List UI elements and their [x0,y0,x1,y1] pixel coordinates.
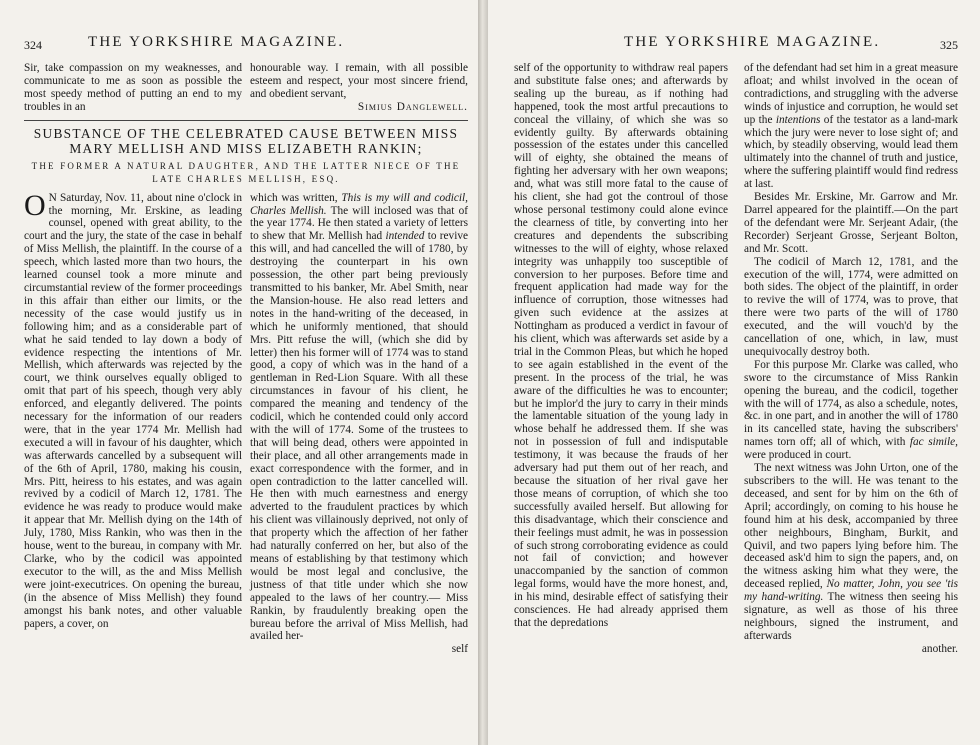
right-page [488,0,980,745]
italic-run: This is my will and codicil, Charles Mellish. [250,191,468,217]
text-run: For this purpose Mr. Clarke was called, who swore to the circumstance of Miss Rankin opening the bureau, and the codicil, together with the will of 1774, as also a schedule, notes, &c. in one part, and in another the will of 1780 in its cancelled state, having the subscribers' names torn off; all of which, with [744,358,958,449]
article-columns [24,188,469,657]
running-title: THE YORKSHIRE MAGAZINE. [624,34,881,50]
catchword: another. [921,642,958,655]
letter-close-text: Sir, take compassion on my weaknesses, and communicate to me as soon as possible the most speedy method of putting an end to my troubles in an [24,62,242,113]
article-col2 [250,192,468,657]
letter-close-block [24,62,468,114]
italic-run: fac simile, [909,436,959,449]
right-columns [514,62,958,656]
right-col2-paragraph-2: Besides Mr. Erskine, Mr. Garrow and Mr. Darrel appeared for the plaintiff.—On the part of the defendant were Mr. Serjeant Adair, (the Recorder) Serjeant Grosse, Serjeant Bolton, and Mr. Scott. [744,191,958,255]
running-head-left [24,34,468,62]
text-run: which was written, [250,191,342,204]
text-run: of the testator as a land-mark which the jury were never to lose sight of; and which, by steadily observing, would lead them ultimately into the channel of truth and justice, where the suffering plaintiff would find redress at last. [744,113,958,191]
page-number: 324 [24,38,42,52]
right-col2-paragraph-3: The codicil of March 12, 1781, and the execution of the will, 1774, were admitted on both sides. The object of the plaintiff, in order to revive the will of 1774, was to prove, that there were two parts of the will of 1780 executed, and the will vouch'd by the cancellation of one, which, in law, must unequivocally destroy both. [744,255,958,358]
right-col2-paragraph [744,62,958,191]
right-col1-text: self of the opportunity to withdraw real papers and substitute false ones; and afterwards by sealing up the bureau, as if nothing had happened, took the most artful precautions to conceal the villainy, of which she was so evidently guilty. By afterwards obtaining possession of the estates under this cancelled will of eighty, she obtained the means of fighting her adversary with her own weapons; and, what was still more fatal to the cause of his client, she had got the controul of those whose personal testimony could alone evince the clearness of title, by converting into her creatures and dependents the subscribing witnesses to the will of eighty, whose relaxed integrity was unhappily too susceptible of conversion to her purposes. Before time and frequent application had made way for the influence of corruption, those witnesses had given such evidence at the assizes at Nottingham as produced a verdict in favour of his client, which was afterwards set aside by a trial in the Common Pleas, but which he hoped to see again established in the event of the present. In the process of the trial, he was aware of the difficulties he was to encounter; but he implor'd the jury to carry in their minds the lamentable situation of the young lady in whose behalf he addressed them. If she was not in possession of full and indisputable testimony, it was because the frauds of her adversary had put them out of her reach, and because the situation of her rival gave her those means of corruption, of which she too successfully availed herself. But allowing for this disadvantage, which their conscience and their feelings must admit, he was in possession of such strong corroborating evidence as could not fail of conviction; and however unaccompanied by the sanction of common legal forms, would have the more honest, and, in his mind, desirable effect of satisfying their consciences. He had already apprised them that the depredations [514,62,728,629]
article-paragraph [24,188,242,631]
text-run: The will inclosed was that of the year 1774. He then stated a variety of letters to shew that Mr. Mellish had [250,204,469,243]
right-col2 [744,62,958,656]
right-col1 [514,62,728,656]
signature: Simius Danglewell. [357,100,468,113]
text-run: The witness then seeing his signature, as well as those of his three neighbours, signed the instrument, and afterwards [744,591,958,642]
page-number: 325 [940,38,958,52]
catchword: self [451,643,468,656]
letter-close-text-2: honourable way. I remain, with all possible esteem and respect, your most sincere friend, and obedient servant, [250,62,468,100]
text-run: were produced in court. [744,449,852,462]
right-col2-paragraph-4 [744,359,958,462]
italic-run: No matter, John, you see 'tis my hand-writing. [744,578,958,604]
running-title: THE YORKSHIRE MAGAZINE. [88,34,345,50]
italic-run: intended [385,230,425,243]
right-col2-paragraph-5 [744,462,958,643]
article-col2-paragraph [250,192,468,644]
book-gutter [478,0,488,745]
article-col1 [24,188,242,657]
article-subtitle: THE FORMER A NATURAL DAUGHTER, AND THE LATTER NIECE OF THE LATE CHARLES MELLISH, ESQ. [31,160,461,184]
text-run: to revive this will, and had cancelled the will of 1780, by destroying the counterpart in his own possession, the other part being previously transmitted to his banker, Mr. Abel Smith, near the Mansion-house. He also read letters and notes in the hand-writing of the deceased, in which he uniformly mentioned, that should Mrs. Pitt refuse the will, (which she did by letter) then his former will of 1774 was to stand good, a copy of which was in the hand of a gentleman in Red-Lion Square. With all these circumstances in favour of his client, he compared the meaning and tendency of the codicil, which he contended could only accord with the will of 1774. Some of the trustees to that will being dead, others were appointed in their place, and all other arrangements made in exact correspondence with the former, and in open contradiction to the latter cancelled will. He then with much earnestness and energy adverted to the fraudulent practices by which his client was villainously deprived, not only of that property which the affection of her father had naturally conferred on her, but also of the means of establishing by that testimony which would be most legal and conclusive, the justness of that title under which she now appealed to the laws of her country.— Miss Rankin, by fraudulently breaking open the bureau before the arrival of Miss Mellish, had availed her- [250,230,468,643]
drop-cap: O [24,188,46,222]
article-title: SUBSTANCE OF THE CELEBRATED CAUSE BETWEEN MISS MARY MELLISH AND MISS ELIZABETH RANKIN; [33,125,459,156]
running-head-right [514,34,958,62]
divider-rule [24,120,468,121]
letter-close-col2 [250,62,468,114]
italic-run: intentions [775,113,821,126]
text-run: of the defendant had set him in a great measure afloat; and whilst involved in the ocean of contradictions, and struggling with the adverse winds of injustice and corruption, he would set up the [744,62,958,126]
letter-close-col1 [24,62,242,114]
text-run: The next witness was John Urton, one of the subscribers to the will. He was tenant to the deceased, and sent for by him on the 6th of April; accordingly, on coming to his house he found him at his desk, accompanied by three other neighbours, Bingham, Burkit, and Quivil, and two papers lying before him. The deceased ask'd him to sign the papers, and, on the witness asking him what they were, the deceased replied, [744,462,958,591]
left-page [0,0,478,745]
article-col1-text: N Saturday, Nov. 11, about nine o'clock in the morning, Mr. Erskine, as leading counsel, opened with great ability, to the court and the jury, the state of the case in behalf of Miss Mellish, the plaintiff. In the course of a speech, which lasted more than two hours, the learned counsel took a more minute and circumstantial review of the former proceedings in this affair than either our limits, or the necessity of the case would justify us in following him; and as a considerable part of what he said tended to lay down a body of evidence respecting the intentions of Mr. Mellish, which afterwards was rejected by the court, we think ourselves equally obliged to omit that part of his speech, though very ably enforced, and elegantly delivered. The points necessary for the information of our readers were, that in the year 1774 Mr. Mellish had executed a will in favour of his daughter, which was afterwards cancelled by a subsequent will of the 6th of April, 1780, making his cousin, Mrs. Pitt, heiress to his estates, and was again revived by a codicil of March 12, 1781. The evidence he was ready to produce would make it appear that Mr. Mellish dying on the 14th of July, 1780, Miss Rankin, who was then in the house, went to the bureau, in company with Mr. Clarke, who by the codicil was appointed executor to the will, as the and Miss Mellish were joint-executrices. On opening the bureau, (in the absence of Miss Mellish) they found amongst his bank notes, and other valuable papers, a cover, on [24,191,242,630]
